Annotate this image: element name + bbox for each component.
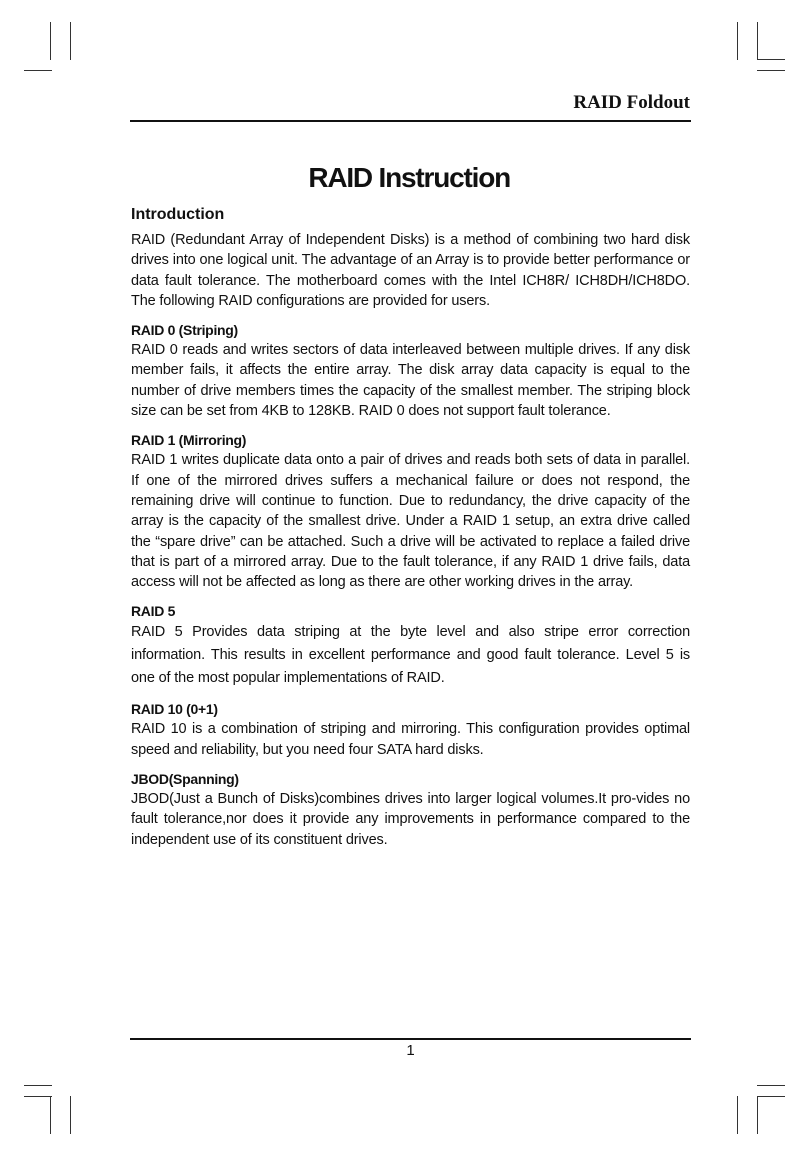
section-heading-raid1: RAID 1 (Mirroring) [131,432,247,449]
page-number: 1 [406,1042,415,1059]
section-heading-jbod: JBOD(Spanning) [131,771,239,788]
section-heading-raid0: RAID 0 (Striping) [131,322,238,339]
raid0-paragraph: RAID 0 reads and writes sectors of data interleaved between multiple drives. If any disk member fails, it affects the entire array. The disk array data capacity is equal to the number of drive members times the capacity of the smallest member. The striping block size can be set from 4KB to 128KB. RAID 0 does not support fault tolerance. [131,342,690,420]
crop-mark [757,1096,785,1097]
crop-mark [737,22,738,60]
intro-paragraph: RAID (Redundant Array of Independent Disks) is a method of combining two hard disk drives into one logical unit. The advantage of an Array is to provide better performance or data fault tolerance. The motherboard comes with the Intel ICH8R/ ICH8DH/ICH8DO. The following RAID configurations are provided for users. [131,232,690,309]
section-heading-introduction: Introduction [131,206,225,223]
section-heading-raid10: RAID 10 (0+1) [131,701,218,718]
crop-mark [757,70,785,71]
crop-mark [70,22,71,60]
crop-mark [757,59,785,60]
crop-mark [70,1096,71,1134]
footer-rule [130,1038,691,1040]
crop-mark [50,22,51,60]
crop-mark [757,1096,758,1134]
crop-mark [24,1096,52,1097]
crop-mark [737,1096,738,1134]
jbod-paragraph: JBOD(Just a Bunch of Disks)combines drives into larger logical volumes.It pro-vides no fault tolerance,nor does it provide any improvements in performance compared to the independent use of its constituent drives. [131,791,690,848]
header-rule [130,120,691,122]
crop-mark [757,1085,785,1086]
raid5-paragraph: RAID 5 Provides data striping at the byte level and also stripe error correction information. This results in excellent performance and good fault tolerance. Level 5 is one of the most popular implementations of RAID. [131,624,690,687]
section-heading-raid5: RAID 5 [131,603,176,620]
crop-mark [24,1085,52,1086]
page-title: RAID Instruction [308,162,510,193]
raid1-paragraph: RAID 1 writes duplicate data onto a pair of drives and reads both sets of data in parallel. If one of the mirrored drives suffers a mechanical failure or does not respond, the remaining drive will continue to function. Due to redundancy, the drive capacity of the array is the capacity of the smallest drive. Under a RAID 1 setup, an extra drive called the “spare drive” can be attached. Such a drive will be activated to replace a failed drive that is part of a mirrored array. Due to the fault tolerance, if any RAID 1 drive fails, data access will not be affected as long as there are other working drives in the array. [131,452,690,591]
raid10-paragraph: RAID 10 is a combination of striping and mirroring. This configuration provides optimal speed and reliability, but you need four SATA hard disks. [131,721,690,758]
document-body [131,204,690,859]
crop-mark [50,1096,51,1134]
running-header: RAID Foldout [573,92,690,113]
crop-mark [24,70,52,71]
crop-mark [757,22,758,60]
